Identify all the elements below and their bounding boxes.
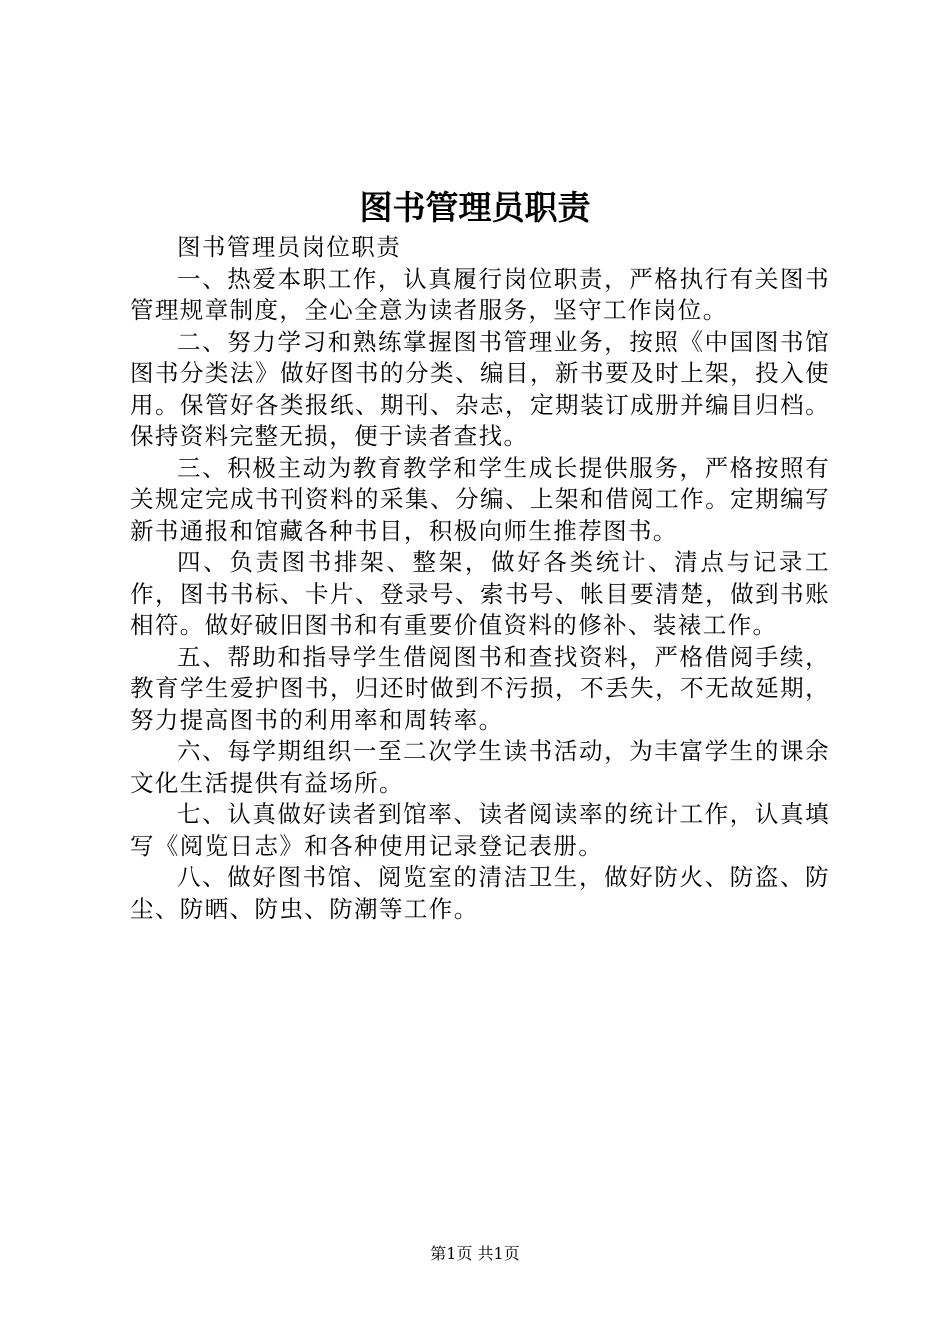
paragraph-duty-1: 一、热爱本职工作，认真履行岗位职责，严格执行有关图书管理规章制度，全心全意为读者服务，坚守工作岗位。 xyxy=(130,264,830,324)
paragraph-subtitle: 图书管理员岗位职责 xyxy=(177,233,402,261)
paragraph-duty-4: 四、负责图书排架、整架，做好各类统计、清点与记录工作，图书书标、卡片、登录号、索书号、帐目要清楚，做到书账相符。做好破旧图书和有重要价值资料的修补、装裱工作。 xyxy=(130,548,830,639)
paragraph-duty-6: 六、每学期组织一至二次学生读书活动，为丰富学生的课余文化生活提供有益场所。 xyxy=(130,737,830,797)
paragraph-duty-7: 七、认真做好读者到馆率、读者阅读率的统计工作，认真填写《阅览日志》和各种使用记录登记表册。 xyxy=(130,800,830,860)
paragraph-duty-2: 二、努力学习和熟练掌握图书管理业务，按照《中国图书馆图书分类法》做好图书的分类、编目，新书要及时上架，投入使用。保管好各类报纸、期刊、杂志，定期装订成册并编目归档。保持资料完整无损，便于读者查找。 xyxy=(130,327,830,450)
paragraph-duty-5: 五、帮助和指导学生借阅图书和查找资料，严格借阅手续，教育学生爱护图书，归还时做到不污损，不丢失，不无故延期，努力提高图书的利用率和周转率。 xyxy=(130,642,830,734)
page-footer: 第1页 共1页 xyxy=(430,1244,520,1263)
paragraph-duty-3: 三、积极主动为教育教学和学生成长提供服务，严格按照有关规定完成书刊资料的采集、分编、上架和借阅工作。定期编写新书通报和馆藏各种书目，积极向师生推荐图书。 xyxy=(130,453,830,545)
paragraph-duty-8: 八、做好图书馆、阅览室的清洁卫生，做好防火、防盗、防尘、防晒、防虫、防潮等工作。 xyxy=(130,863,830,923)
document-body xyxy=(130,232,830,925)
document-title: 图书管理员职责 xyxy=(359,188,591,227)
